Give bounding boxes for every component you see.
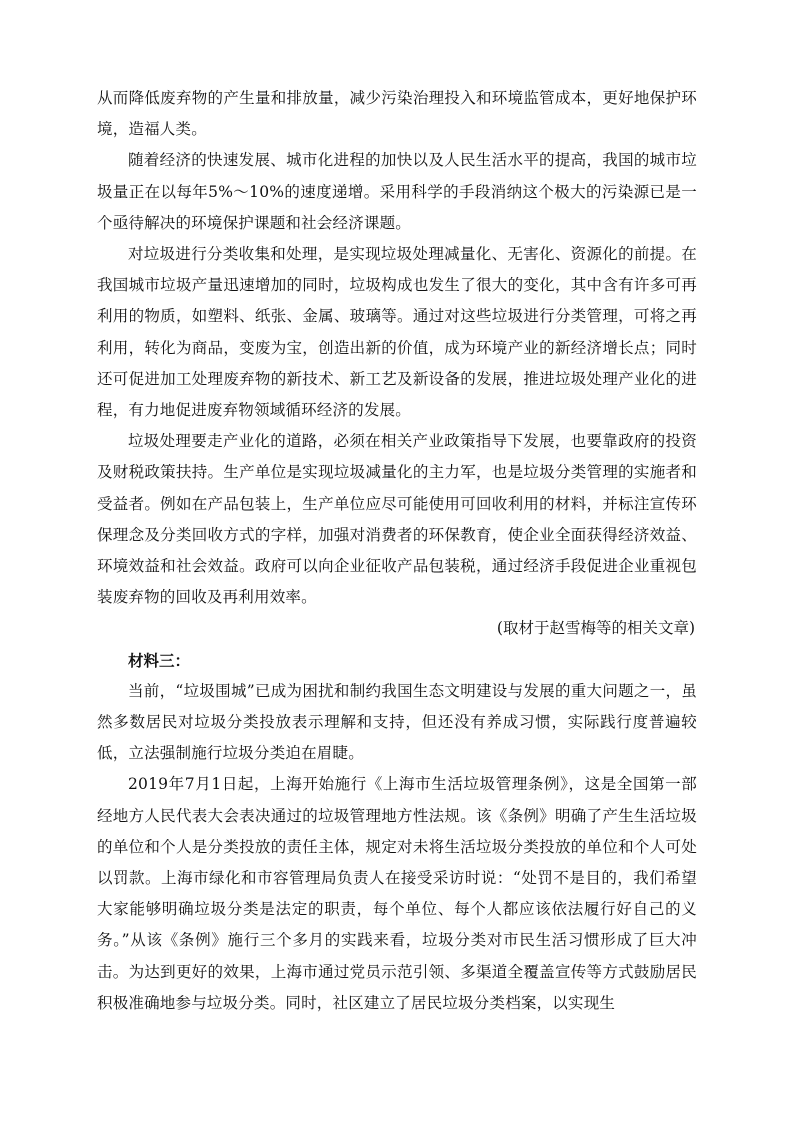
paragraph-urban-waste-growth: 随着经济的快速发展、城市化进程的加快以及人民生活水平的提高，我国的城市垃圾量正在以每年5%～10%的速度递增。采用科学的手段消纳这个极大的污染源已是一个亟待解决的环境保护课题和社会经济课题。 (97, 151, 697, 232)
paragraph-shanghai-regulation: 2019年7月1日起，上海开始施行《上海市生活垃圾管理条例》，这是全国第一部经地方人民代表大会表决通过的垃圾管理地方性法规。该《条例》明确了产生生活垃圾的单位和个人是分类投放的责任主体，规定对未将生活垃圾分类投放的单位和个人可处以罚款。上海市绿化和市容管理局负责人在接受采访时说：“处罚不是目的，我们希望大家能够明确垃圾分类是法定的职责，每个单位、每个人都应该依法履行好自己的义务。”从该《条例》施行三个多月的实践来看，垃圾分类对市民生活习惯形成了巨大冲击。为达到更好的效果，上海市通过党员示范引领、多渠道全覆盖宣传等方式鼓励居民积极准确地参与垃圾分类。同时，社区建立了居民垃圾分类档案，以实现生 (97, 775, 697, 1012)
section-heading-material-three: 材料三： (128, 650, 191, 670)
document-page (97, 83, 697, 1019)
paragraph-industrialization: 垃圾处理要走产业化的道路，必须在相关产业政策指导下发展，也要靠政府的投资及财税政策扶持。生产单位是实现垃圾减量化的主力军，也是垃圾分类管理的实施者和受益者。例如在产品包装上，生产单位应尽可能使用可回收利用的材料，并标注宣传环保理念及分类回收方式的字样，加强对消费者的环保教育，使企业全面获得经济效益、环境效益和社会效益。政府可以向企业征收产品包装税，通过经济手段促进企业重视包装废弃物的回收及再利用效率。 (97, 432, 697, 607)
paragraph-garbage-siege: 当前，“垃圾围城”已成为困扰和制约我国生态文明建设与发展的重大问题之一，虽然多数居民对垃圾分类投放表示理解和支持，但还没有养成习惯，实际践行度普遍较低，立法强制施行垃圾分类迫在眉睫。 (97, 681, 697, 763)
source-citation: (取材于赵雪梅等的相关文章) (496, 619, 695, 638)
paragraph-classification: 对垃圾进行分类收集和处理，是实现垃圾处理减量化、无害化、资源化的前提。在我国城市垃圾产量迅速增加的同时，垃圾构成也发生了很大的变化，其中含有许多可再利用的物质，如塑料、纸张、金属、玻璃等。通过对这些垃圾进行分类管理，可将之再利用，转化为商品，变废为宝，创造出新的价值，成为环境产业的新经济增长点；同时还可促进加工处理废弃物的新技术、新工艺及新设备的发展，推进垃圾处理产业化的进程，有力地促进废弃物领域循环经济的发展。 (97, 245, 697, 420)
paragraph-continued: 从而降低废弃物的产生量和排放量，减少污染治理投入和环境监管成本，更好地保护环境，造福人类。 (97, 89, 697, 139)
